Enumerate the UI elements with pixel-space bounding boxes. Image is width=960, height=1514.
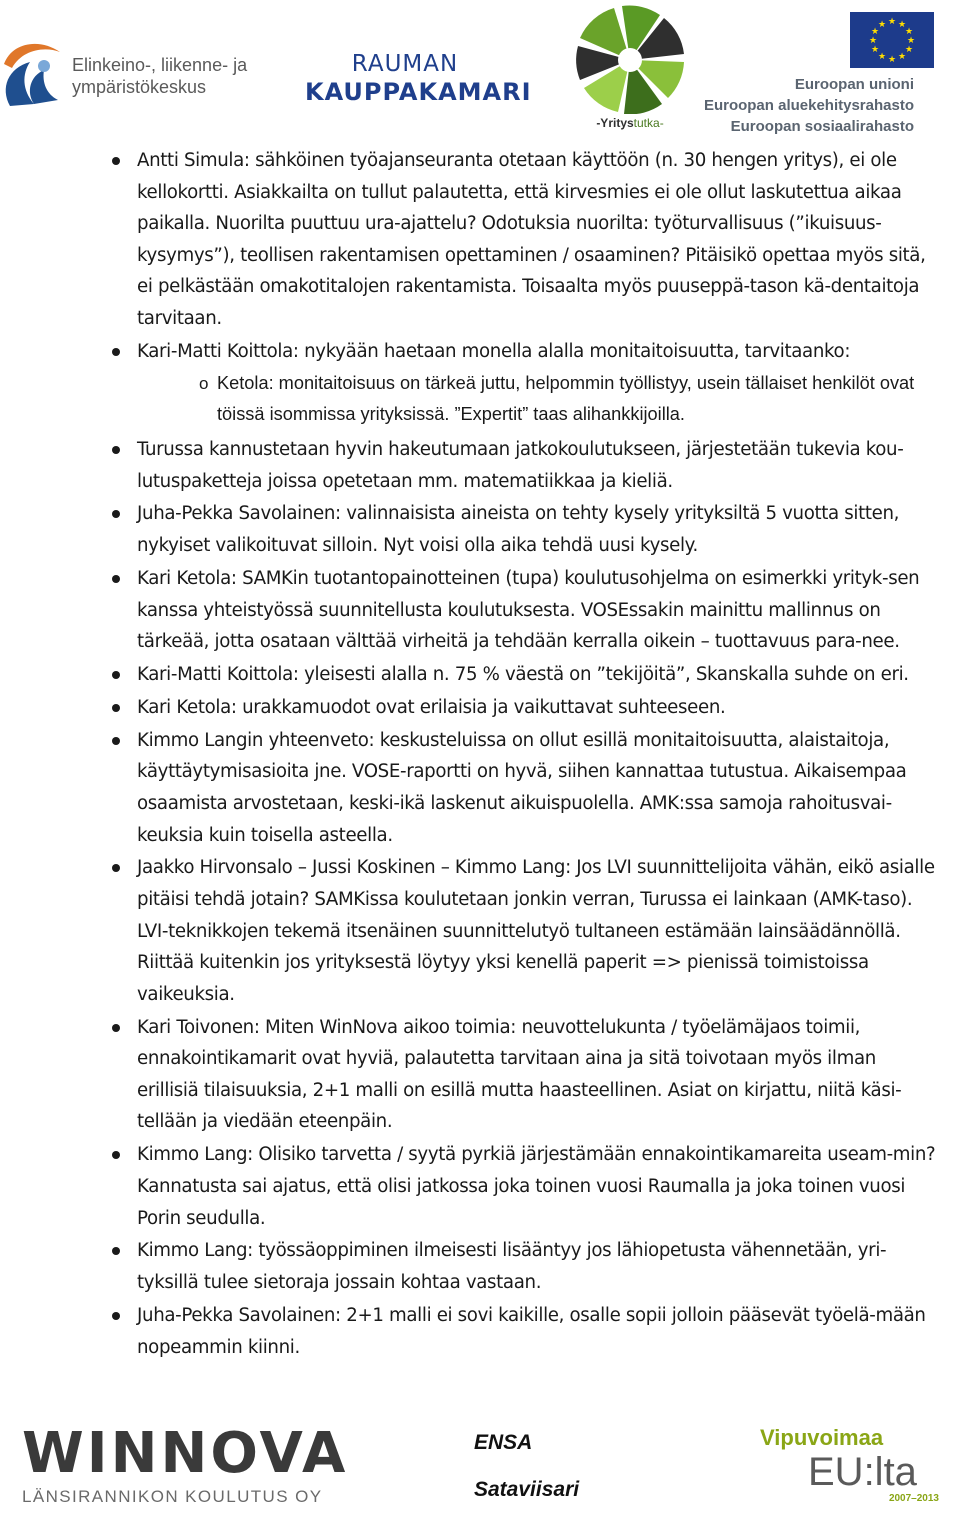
svg-text:★: ★ xyxy=(877,52,887,62)
yritystutka-text xyxy=(572,116,688,130)
winnova-wordmark: WINNOVA xyxy=(22,1421,349,1486)
sub-list-item xyxy=(110,368,940,431)
list-item: Kari-Matti Koittola: yleisesti alalla n. 75 % väestä on ”tekijöitä”, Skanskalla suhde on eri. xyxy=(110,659,940,691)
sub-list-item-text: Ketola: monitaitoisuus on tärkeä juttu, helpommin työllistyy, usein tällaiset henkilöt ovat töissä isommissa yrityksissä. ”Expertit” taas alihankkijoilla. xyxy=(217,372,915,425)
eu-text xyxy=(704,74,914,137)
svg-text:★: ★ xyxy=(887,17,897,27)
ely-name xyxy=(72,54,247,98)
eu-line2: Euroopan aluekehitysrahasto xyxy=(703,97,914,114)
eu-line3: Euroopan sosiaalirahasto xyxy=(730,118,914,135)
list-item: Jaakko Hirvonsalo – Jussi Koskinen – Kimmo Lang: Jos LVI suunnittelijoita vähän, eikö asialle pitäisi tehdä jotain? SAMKissa koulutetaan jonkin verran, Turussa ei lainkaan (AMK-taso). LVI-teknikkojen tekemä itsenäinen suunnittelutyö tultaneen estämään lainsäädännöllä. Riittää kuitenkin jos yrityksestä löytyy yksi kenellä paperit => pienissä toimistoissa vaikeuksia. xyxy=(110,852,940,1010)
rauma-line1: RAUMAN xyxy=(351,51,459,77)
list-item xyxy=(110,336,940,368)
list-item: Kari Ketola: SAMKin tuotantopainotteinen (tupa) koulutusohjelma on esimerkki yrityk-sen kanssa yhteistyössä suunnitellusta koulutuksesta. VOSEssakin mainittu mallinnus on tärkeää, jotta osataan välttää virheitä ja tehdään kerralla oikein – tuottavuus para-nee. xyxy=(110,563,940,658)
rauma-logo xyxy=(305,50,532,106)
sub-bullet: o xyxy=(199,373,209,393)
svg-text:★: ★ xyxy=(870,45,880,55)
vipuvoimaa-title: Vipuvoimaa xyxy=(760,1425,884,1450)
vipuvoimaa-years: 2007–2013 xyxy=(888,1493,939,1504)
list-item: Antti Simula: sähköinen työajanseuranta otetaan käyttöön (n. 30 hengen yritys), ei ole kellokortti. Asiakkailta on tullut palautetta, että kirvesmies ei ole ollut laskutettua aikaa paikalla. Nuorilta puuttuu ura-ajattelu? Odotuksia nuorilta: työturvallisuus (”ikuisuus-kysymys”), teollisen rakentamisen opettaminen / osaaminen? Pitäisikö opettaa myös sitä, ei pelkästään omakotitalojen rakentamista. Toisaalta myös puuseppä-tason kä-dentaitoja tarvitaan. xyxy=(110,145,940,335)
list-item: Kimmo Lang: työssäoppiminen ilmeisesti lisääntyy jos lähiopetusta vähennetään, yri-tyksillä tulee sietoraja jossain kohtaa vastaan. xyxy=(110,1235,940,1298)
list-item: Kimmo Lang: Olisiko tarvetta / syytä pyrkiä järjestämään ennakointikamareita useam-min? Kannatusta sai ajatus, että olisi jatkossa joka toinen vuosi Raumalla ja joka toinen vuosi Porin seudulla. xyxy=(110,1139,940,1234)
sub-list xyxy=(110,368,940,431)
eu-logo xyxy=(703,10,938,135)
eu-line1: Euroopan unioni xyxy=(794,76,914,93)
list-item: Turussa kannustetaan hyvin hakeutumaan jatkokoulutukseen, järjestetään tukevia kou-lutuspaketteja joissa opetetaan mm. matematiikkaa ja kieliä. xyxy=(110,434,940,497)
ely-emblem-icon xyxy=(0,34,70,112)
vipuvoimaa-logo xyxy=(760,1425,955,1510)
ensa-label: ENSA xyxy=(474,1431,533,1454)
ely-line1: Elinkeino-, liikenne- ja xyxy=(72,55,248,75)
list-item: Kimmo Langin yhteenveto: keskusteluissa on ollut esillä monitaitoisuutta, alaistaitoja, käyttäytymisasioita jne. VOSE-raportti on hyvä, siihen kannattaa tutustua. Aikaisempaa osaamista arvostetaan, keski-ikä laskenut aikuispuolella. AMK:ssa samoja rahoitusvai-keuksia kuin toisella asteella. xyxy=(110,725,940,851)
svg-text:★: ★ xyxy=(906,36,916,46)
notes-list-continued xyxy=(110,434,940,1363)
yritystutka-text-a: -Yritys xyxy=(596,116,634,130)
ely-logo xyxy=(0,30,250,110)
sataviisari-label: Sataviisari xyxy=(474,1478,580,1501)
svg-text:★: ★ xyxy=(904,45,914,55)
winnova-logo xyxy=(22,1421,352,1510)
svg-text:★: ★ xyxy=(877,20,887,30)
meeting-notes xyxy=(110,145,940,1364)
ely-line2: ympäristökeskus xyxy=(72,77,207,97)
svg-text:★: ★ xyxy=(868,36,878,46)
svg-text:★: ★ xyxy=(904,27,914,37)
list-item: Juha-Pekka Savolainen: 2+1 malli ei sovi kaikille, osalle sopii jolloin pääsevät työelä-mään nopeammin kiinni. xyxy=(110,1300,940,1363)
list-item: Kari Toivonen: Miten WinNova aikoo toimia: neuvottelukunta / työelämäjaos toimii, ennakointikamarit ovat hyviä, palautetta tarvitaan aina ja sitä toivotaan myös ilman erillisiä tilaisuuksia, 2+1 malli on esillä mutta haasteellinen. Asiat on kirjattu, niitä käsi-tellään ja viedään eteenpäin. xyxy=(110,1012,940,1138)
winnova-subtitle: LÄNSIRANNIKON KOULUTUS OY xyxy=(22,1487,323,1506)
svg-text:★: ★ xyxy=(887,55,897,65)
svg-text:★: ★ xyxy=(870,27,880,37)
rauma-line2: KAUPPAKAMARI xyxy=(305,78,532,106)
list-item: Kari Ketola: urakkamuodot ovat erilaisia ja vaikuttavat suhteeseen. xyxy=(110,692,940,724)
list-item-text: Kari-Matti Koittola: nykyään haetaan monella alalla monitaitoisuutta, tarvitaanko: xyxy=(137,340,851,362)
yritystutka-logo xyxy=(572,2,688,134)
notes-list xyxy=(110,145,940,367)
yritystutka-text-b: tutka- xyxy=(633,116,664,130)
list-item: Juha-Pekka Savolainen: valinnaisista aineista on tehty kysely yrityksiltä 5 vuotta sitten, nykyiset valikoituvat silloin. Nyt voisi olla aika tehdä uusi kysely. xyxy=(110,498,940,561)
svg-text:★: ★ xyxy=(897,20,907,30)
yritystutka-emblem-icon xyxy=(572,2,688,114)
vipuvoimaa-eu: EU:lta xyxy=(808,1450,917,1494)
eu-flag-icon xyxy=(850,12,934,68)
svg-text:★: ★ xyxy=(897,52,907,62)
